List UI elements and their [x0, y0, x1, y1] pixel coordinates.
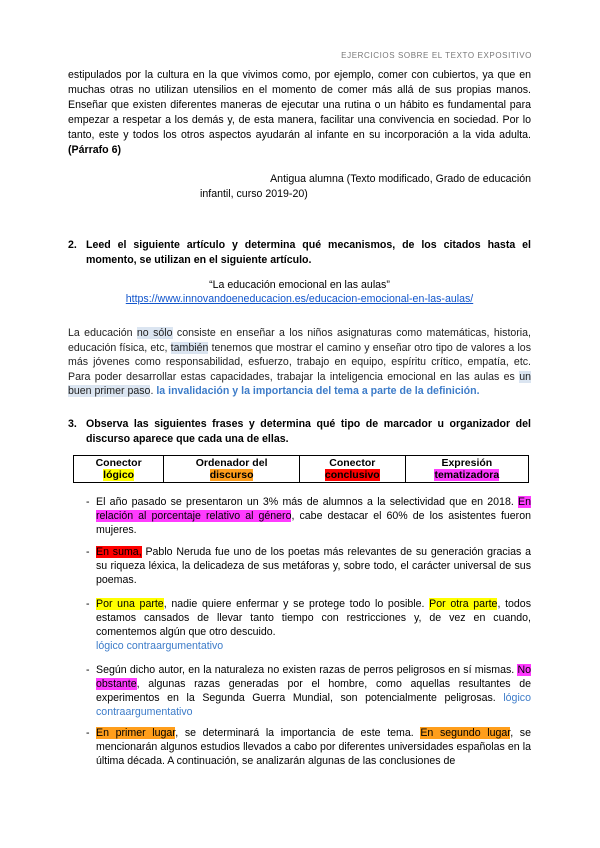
item-3-highlight-1: Por una parte	[96, 598, 164, 610]
article-text-2: consiste en enseñar a los niños asignaturas como matemáticas, historia, educación física, etc,	[68, 327, 531, 354]
marker-tematizadora-line2: tematizadora	[434, 469, 500, 481]
question-3-text: Observa las siguientes frases y determina qué tipo de marcador u organizador del discurso aparece que cada una de ellas.	[86, 418, 531, 445]
article-highlight-no-solo: no sólo	[136, 327, 173, 339]
marker-cell-tematizadora	[405, 456, 528, 483]
article-note: la invalidación y la importancia del tema a parte de la definición.	[156, 385, 480, 397]
item-4-body	[96, 663, 531, 719]
question-3	[68, 417, 531, 447]
exercise-item-5	[86, 726, 531, 768]
item-5-text-1: , se determinará la importancia de este tema.	[175, 727, 421, 739]
item-1-body	[96, 495, 531, 537]
item-2-text-1: Pablo Neruda fue uno de los poetas más relevantes de su generación gracias a su riqueza léxica, la delicadeza de sus metáforas y, sobre todo, el carácter universal de sus poemas.	[96, 546, 532, 586]
article-link[interactable]: https://www.innovandoeneducacion.es/educacion-emocional-en-las-aulas/	[125, 293, 474, 305]
item-3-note: lógico contraargumentativo	[96, 640, 224, 652]
item-dash: -	[86, 496, 90, 508]
marker-cell-logico	[74, 456, 164, 483]
item-3-text-1: , nadie quiere enfermar y se protege todo lo posible.	[163, 598, 430, 610]
item-2-body	[96, 545, 531, 587]
item-4-text-1: Según dicho autor, en la naturaleza no existen razas de perros peligrosos en sí mismas.	[96, 664, 518, 676]
item-1-text-2: , cabe destacar el 60% de los asistentes fueron mujeres.	[96, 510, 531, 536]
marker-ordenador-line1: Ordenador del	[195, 457, 268, 469]
article-text-3: tenemos que mostrar el camino y enseñar otro tipo de valores a los más jóvenes como responsabilidad, esfuerzo, trabajo en equipo, espíritu crítico, empatía, etc. Para poder desarrollar estas capacidades, trabajar la inteligencia emocional en las aulas es	[68, 341, 531, 383]
attribution-line2: infantil, curso 2019-20)	[200, 188, 308, 200]
page-header: EJERCICIOS SOBRE EL TEXTO EXPOSITIVO	[341, 51, 532, 60]
item-dash: -	[86, 727, 90, 739]
paragraph-6-text: estipulados por la cultura en la que vivimos como, por ejemplo, comer con cubiertos, ya que en muchas otras no utilizan utensilios en el momento de comer más allá de sus propias manos. Enseñar que existen diferentes maneras de ejecutar una rutina o un hábito es fundamental para empezar a respetar a los demás y, de esta manera, facilitar una convivencia en sociedad. Por lo tanto, este y todos los otros aspectos ayudarán al infante en su incorporación a la vida adulta.	[68, 69, 531, 141]
article-link-wrap	[68, 292, 531, 306]
item-4-note: lógico contraargumentativo	[96, 692, 531, 718]
markers-table	[73, 455, 529, 483]
marker-logico-line1: Conector	[95, 457, 142, 469]
marker-ordenador-line2: discurso	[209, 469, 254, 481]
item-3-highlight-2: Por otra parte	[429, 598, 498, 610]
exercise-item-3	[86, 597, 531, 653]
article-highlight-primer-paso: un buen primer paso	[68, 370, 531, 397]
item-5-highlight-2: En segundo lugar	[420, 727, 511, 739]
item-1-text-1: El año pasado se presentaron un 3% más de alumnos a la selectividad que en 2018.	[96, 496, 519, 508]
item-3-body	[96, 597, 531, 653]
marker-logico-line2: lógico	[103, 469, 135, 481]
item-dash: -	[86, 546, 90, 558]
exercise-item-1	[86, 495, 531, 537]
article-text-1: La educación	[68, 327, 137, 339]
item-2-highlight: En suma,	[96, 546, 142, 558]
article-text-4: .	[150, 385, 157, 397]
paragraph-6-tag: (Párrafo 6)	[68, 144, 121, 156]
article-paragraph	[68, 326, 531, 399]
item-4-text-2: , algunas razas generadas por el hombre, como aquellas resultantes de experimentos en la Segunda Guerra Mundial, son potencialmente peligrosas.	[96, 678, 531, 704]
paragraph-6	[68, 68, 531, 158]
item-5-body	[96, 726, 531, 768]
marker-conclusivo-line1: Conector	[329, 457, 376, 469]
exercise-item-2	[86, 545, 531, 587]
question-3-number: 3.	[68, 418, 77, 430]
question-2	[68, 238, 531, 268]
article-highlight-tambien: también	[170, 341, 209, 354]
item-5-text-2: , se mencionarán algunos estudios llevados a cabo por diferentes universidades españolas en la última década. A continuación, se analizarán algunas de las conclusiones de	[96, 727, 531, 767]
article-title: “La educación emocional en las aulas”	[209, 279, 390, 291]
item-dash: -	[86, 598, 90, 610]
item-4-highlight: No obstante	[96, 664, 531, 690]
item-5-highlight-1: En primer lugar	[96, 727, 176, 739]
exercise-item-4	[86, 663, 531, 719]
marker-conclusivo-line2: conclusivo	[324, 469, 380, 481]
marker-cell-ordenador	[164, 456, 300, 483]
question-2-text: Leed el siguiente artículo y determina qué mecanismos, de los citados hasta el momento, se utilizan en el siguiente artículo.	[86, 239, 531, 266]
attribution	[200, 172, 531, 202]
item-1-highlight: En relación al porcentaje relativo al género	[96, 496, 531, 522]
marker-tematizadora-line1: Expresión	[441, 457, 493, 469]
question-2-number: 2.	[68, 239, 77, 251]
item-dash: -	[86, 664, 90, 676]
attribution-line1: Antigua alumna (Texto modificado, Grado de educación	[270, 173, 531, 185]
item-3-text-2: , todos estamos cansados de llevar tanto tiempo con restricciones y, de vez en cuando, comentemos algún que otro descuido.	[96, 598, 531, 638]
marker-cell-conclusivo	[299, 456, 405, 483]
